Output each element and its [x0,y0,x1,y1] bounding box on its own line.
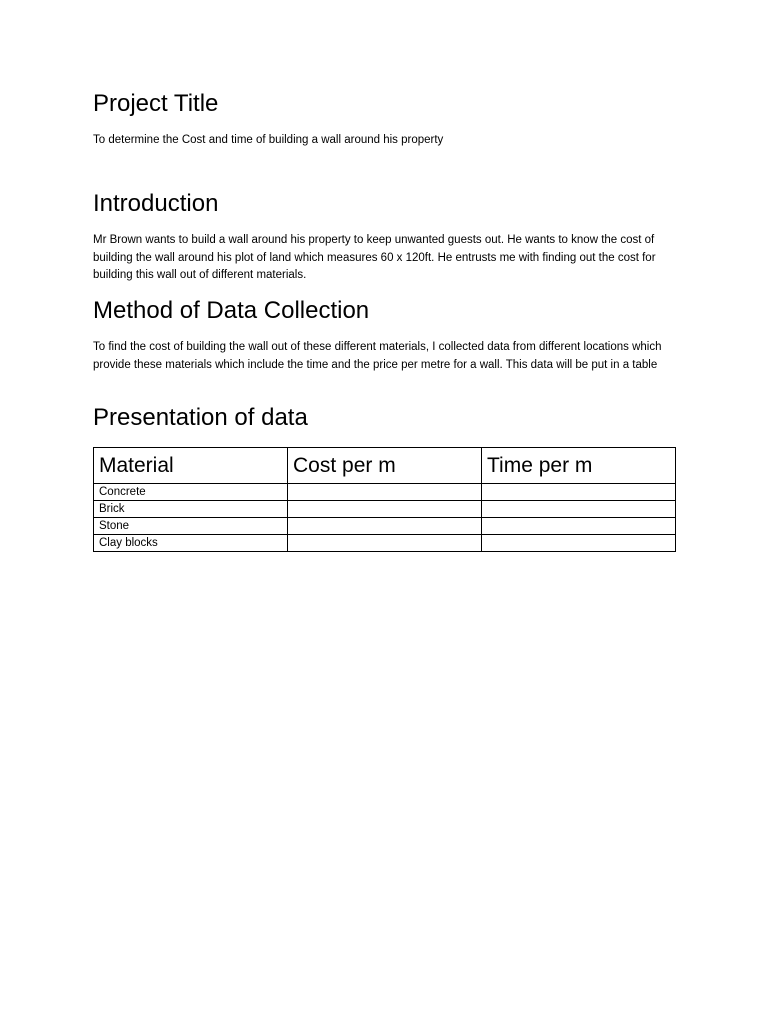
table-header-row [94,448,676,484]
introduction-heading: Introduction [93,190,219,217]
cell-cost [288,535,482,552]
cell-material: Stone [94,518,288,535]
method-text: To find the cost of building the wall out of these different materials, I collected data from different locations which provide these materials which include the time and the price per metre for a wall. This data will be put in a table [93,341,662,371]
cell-material: Clay blocks [94,535,288,552]
header-time-per-m: Time per m [482,448,676,484]
method-heading: Method of Data Collection [93,297,370,324]
materials-table [93,447,676,552]
cell-cost [288,484,482,501]
cell-time [482,501,676,518]
cell-time [482,518,676,535]
table-row [94,535,676,552]
presentation-heading: Presentation of data [93,404,308,431]
cell-time [482,535,676,552]
project-title-text: To determine the Cost and time of building a wall around his property [93,134,444,146]
cell-material: Concrete [94,484,288,501]
cell-cost [288,518,482,535]
cell-time [482,484,676,501]
introduction-text: Mr Brown wants to build a wall around his property to keep unwanted guests out. He wants to know the cost of building the wall around his plot of land which measures 60 x 120ft. He entrusts me with finding out the cost for building this wall out of different materials. [93,234,656,281]
cell-cost [288,501,482,518]
table-row [94,518,676,535]
project-title-heading: Project Title [93,90,219,117]
header-cost-per-m: Cost per m [288,448,482,484]
table-row [94,501,676,518]
cell-material: Brick [94,501,288,518]
header-material: Material [94,448,288,484]
table-row [94,484,676,501]
